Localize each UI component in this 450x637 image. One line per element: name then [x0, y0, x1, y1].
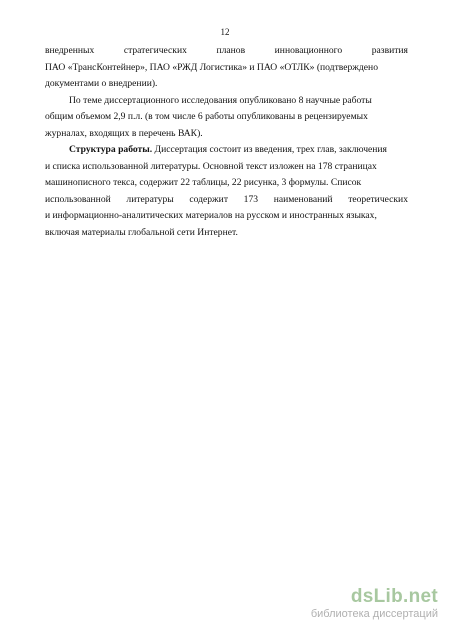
watermark-brand: dsLib.net	[350, 586, 438, 607]
word: развития	[371, 45, 408, 56]
word: инновационного	[274, 45, 343, 56]
paragraph-1-line-3: документами о внедрении).	[45, 78, 158, 89]
paragraph-3-line-1-text: Диссертация состоит из введения, трех глав, заключения	[152, 144, 387, 155]
page-number: 12	[220, 27, 230, 37]
document-body	[45, 43, 408, 241]
word: планов	[216, 45, 246, 56]
paragraph-2-line-2: общим объемом 2,9 п.л. (в том числе 6 работы опубликованы в рецензируемых	[45, 111, 368, 122]
paragraph-3-line-6: включая материалы глобальной сети Интернет.	[45, 226, 238, 238]
word: наименований	[273, 193, 333, 205]
paragraph-3-line-5: и информационно-аналитических материалов на русском и иностранных языках,	[45, 210, 377, 221]
word: стратегических	[123, 45, 187, 56]
paragraph-1-line-2: ПАО «ТрансКонтейнер», ПАО «РЖД Логистика» и ПАО «ОТЛК» (подтверждено	[45, 61, 378, 73]
word: теоретических	[348, 193, 408, 205]
word: 173	[243, 193, 259, 205]
section-heading-structure: Структура работы.	[69, 144, 153, 155]
paragraph-2-line-1: По теме диссертационного исследования опубликовано 8 научные работы	[69, 94, 372, 106]
paragraph-2-line-3: журналах, входящих в перечень ВАК).	[45, 127, 203, 139]
word: использованной	[45, 193, 111, 205]
paragraph-3-line-3: машинописного текса, содержит 22 таблицы, 22 рисунка, 3 формулы. Список	[45, 177, 362, 188]
word: внедренных	[45, 45, 95, 56]
paragraph-3-line-1	[45, 142, 408, 159]
paragraph-3-line-4	[45, 192, 408, 209]
word: литературы	[126, 193, 174, 205]
dslib-watermark	[278, 586, 438, 621]
paragraph-3-line-2: и списка использованной литературы. Основной текст изложен на 178 страницах	[45, 160, 377, 172]
paragraph-1-line-1	[45, 43, 408, 60]
watermark-caption: библиотека диссертаций	[310, 608, 438, 620]
word: содержит	[189, 193, 229, 205]
